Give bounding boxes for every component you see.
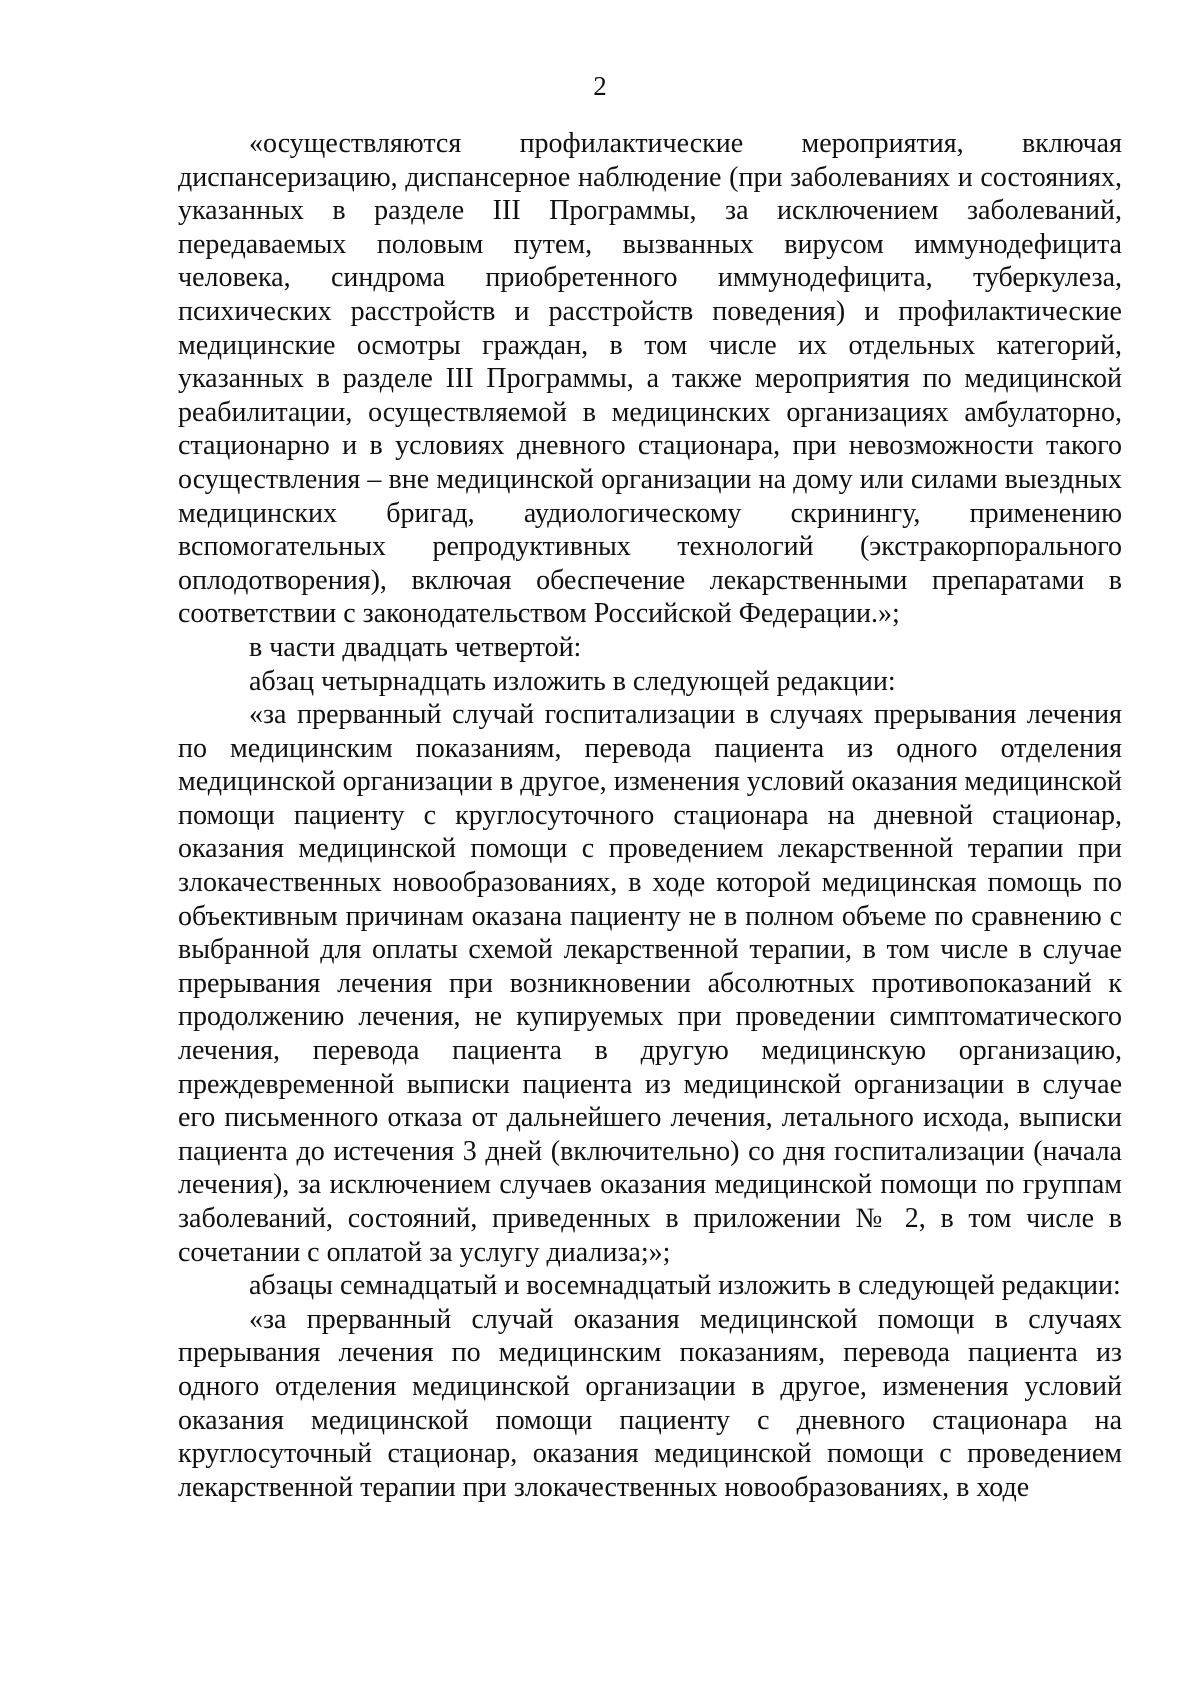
- paragraph-quoted-hospitalization: «за прерванный случай госпитализации в случаях прерывания лечения по медицинским показаниям, перевода пациента из одного отделения медицинской организации в другое, изменения условий оказания медицинской помощи пациенту с круглосуточного стационара на дневной стационар, оказания медицинской помощи с проведением лекарственной терапии при злокачественных новообразованиях, в ходе которой медицинская помощь по объективным причинам оказана пациенту не в полном объеме по сравнению с выбранной для оплаты схемой лекарственной терапии, в том числе в случае прерывания лечения при возникновении абсолютных противопоказаний к продолжению лечения, не купируемых при проведении симптоматического лечения, перевода пациента в другую медицинскую организацию, преждевременной выписки пациента из медицинской организации в случае его письменного отказа от дальнейшего лечения, летального исхода, выписки пациента до истечения 3 дней (включительно) со дня госпитализации (начала лечения), за исключением случаев оказания медицинской помощи по группам заболеваний, состояний, приведенных в приложении № 2, в том числе в сочетании с оплатой за услугу диализа;»;: [178, 699, 1122, 1268]
- page-number: 2: [593, 71, 607, 101]
- paragraph-abzacy-seventeen-eighteen: абзацы семнадцатый и восемнадцатый изложить в следующей редакции:: [249, 1270, 1121, 1302]
- paragraph-quoted-prevention: «осуществляются профилактические мероприятия, включая диспансеризацию, диспансерное наблюдение (при заболеваниях и состояниях, указанных в разделе III Программы, за исключением заболеваний, передаваемых половым путем, вызванных вирусом иммунодефицита человека, синдрома приобретенного иммунодефицита, туберкулеза, психических расстройств и расстройств поведения) и профилактические медицинские осмотры граждан, в том числе их отдельных категорий, указанных в разделе III Программы, а также мероприятия по медицинской реабилитации, осуществляемой в медицинских организациях амбулаторно, стационарно и в условиях дневного стационара, при невозможности такого осуществления – вне медицинской организации на дому или силами выездных медицинских бригад, аудиологическому скринингу, применению вспомогательных репродуктивных технологий (экстракорпорального оплодотворения), включая обеспечение лекарственными препаратами в соответствии с законодательством Российской Федерации.»;: [178, 128, 1122, 630]
- paragraph-quoted-medical-care: «за прерванный случай оказания медицинской помощи в случаях прерывания лечения по медицинским показаниям, перевода пациента из одного отделения медицинской организации в другое, изменения условий оказания медицинской помощи пациенту с дневного стационара на круглосуточный стационар, оказания медицинской помощи с проведением лекарственной терапии при злокачественных новообразованиях, в ходе: [178, 1303, 1122, 1503]
- paragraph-part-twenty-four: в части двадцать четвертой:: [249, 631, 582, 663]
- document-body: [178, 127, 1122, 1504]
- paragraph-abzac-fourteen: абзац четырнадцать изложить в следующей редакции:: [249, 665, 896, 697]
